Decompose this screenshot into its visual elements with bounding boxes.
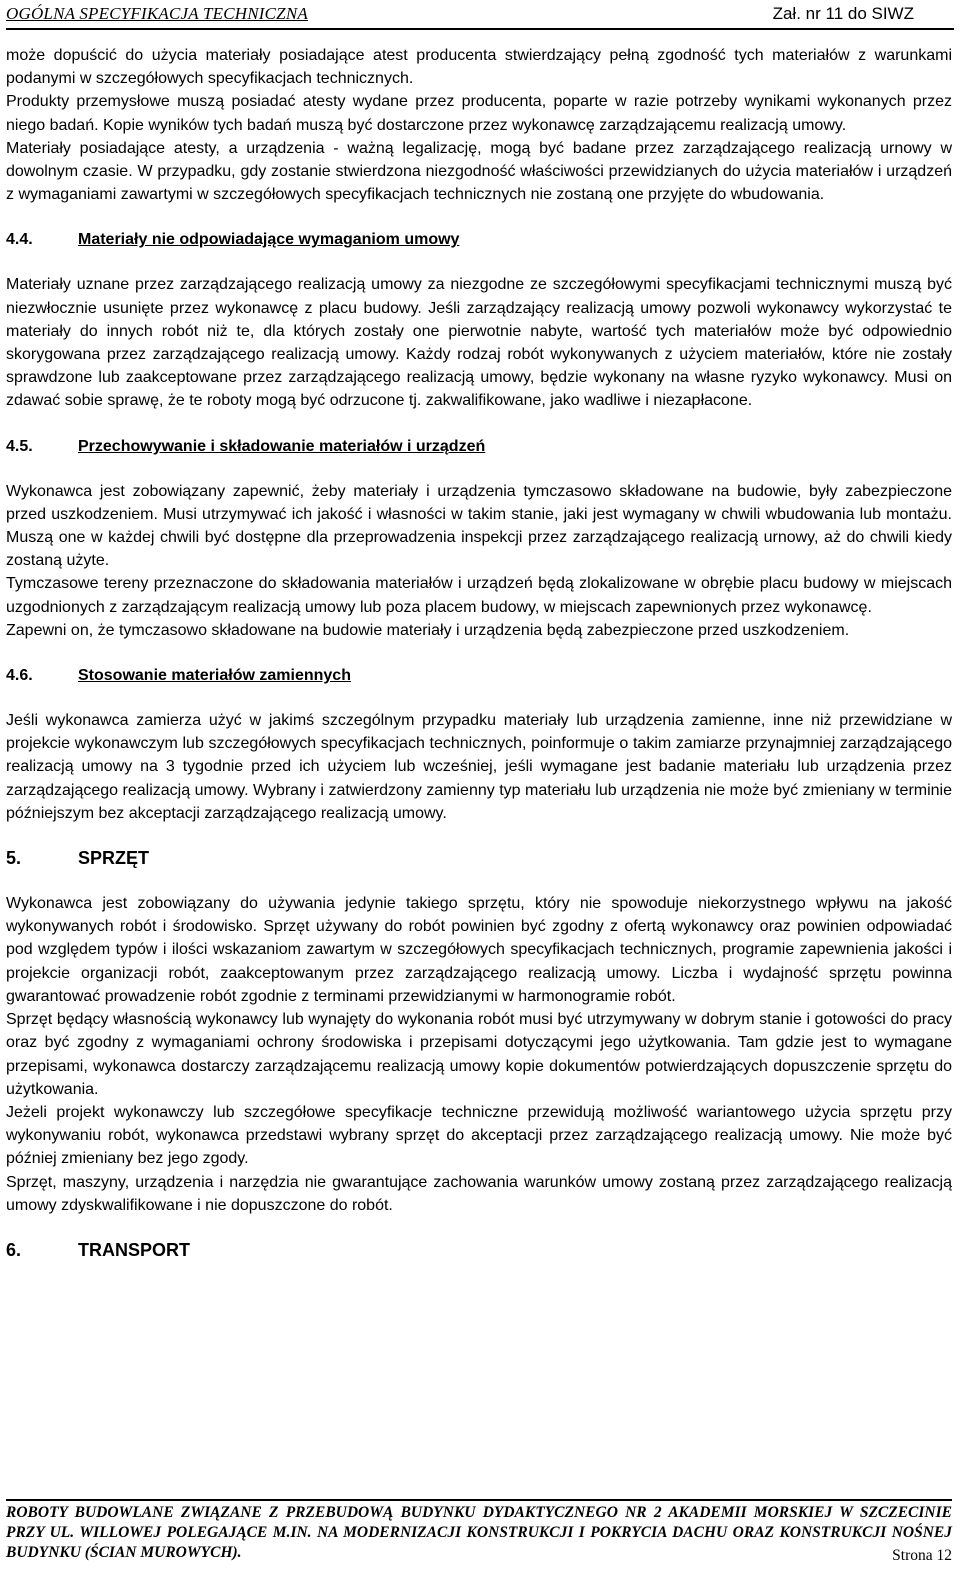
page-number: Strona 12: [886, 1546, 952, 1566]
section-title: Materiały nie odpowiadające wymaganiom umowy: [78, 231, 460, 249]
section-title: SPRZĘT: [78, 848, 150, 869]
paragraph: Tymczasowe tereny przeznaczone do składowania materiałów i urządzeń będą zlokalizowane w obrębie placu budowy w miejscach uzgodnionych z zarządzającym realizacją umowy lub poza placem budowy, w miejscach zapewnionych przez wykonawcę.: [6, 575, 952, 616]
header-attachment-label: Zał. nr 11 do SIWZ: [772, 4, 914, 23]
section-heading-4-5: [6, 435, 952, 458]
section-number: 6.: [6, 1239, 22, 1260]
paragraph: Materiały posiadające atesty, a urządzenia - ważną legalizację, mogą być badane przez zarządzającego realizacją urnowy w dowolnym czasie. W przypadku, gdy zostanie stwierdzona niezgodność właściwości przewidzianych do użycia materiałów i urządzeń z wymaganiami zawartymi w szczegółowych specyfikacjach technicznych nie zostaną one przyjęte do wbudowania.: [6, 139, 952, 204]
paragraph: Wykonawca jest zobowiązany do używania jedynie takiego sprzętu, który nie spowoduje niekorzystnego wpływu na jakość wykonywanych robót i środowisko. Sprzęt używany do robót powinien być zgodny z ofertą wykonawcy oraz powinien odpowiadać pod względem typów i ilości wskazaniom zawartym w szczegółowych specyfikacjach technicznych, programie zapewnienia jakości i projekcie organizacji robót, zaakceptowanym przez zarządzającego realizacją umowy. Liczba i wydajność sprzętu powinna gwarantować prowadzenie robót zgodnie z terminami przewidzianymi w harmonogramie robót.: [6, 895, 952, 1005]
section-number: 4.6.: [6, 667, 33, 685]
footer-project-title: ROBOTY BUDOWLANE ZWIĄZANE Z PRZEBUDOWĄ BUDYNKU DYDAKTYCZNEGO NR 2 AKADEMII MORSKIEJ W SZCZECINIE PRZY UL. WILLOWEJ POLEGAJĄCE M.IN. NA MODERNIZACJI KONSTRUKCJI I POKRYCIA DACHU ORAZ KONSTRUKCJI NOŚNEJ BUDYNKU (ŚCIAN MUROWYCH).: [6, 1504, 952, 1561]
paragraph: Materiały uznane przez zarządzającego realizacją umowy za niezgodne ze szczegółowymi specyfikacjami technicznymi muszą być niezwłocznie usunięte przez wykonawcę z placu budowy. Jeśli zarządzający realizacją umowy pozwoli wykonawcy wykorzystać te materiały do innych robót niż te, dla których zostały one pierwotnie nabyte, wartość tych materiałów może być odpowiednio skorygowana przez zarządzającego realizacją umowy. Każdy rodzaj robót wykonywanych z użyciem materiałów, które nie zostały sprawdzone lub zaakceptowane przez zarządzającego realizacją umowy, będzie wykonany na własne ryzyko wykonawcy. Musi on zdawać sobie sprawę, że te roboty mogą być odrzucone tj. zakwalifikowane, jako wadliwe i niezapłacone.: [6, 276, 952, 410]
header-spec-title: OGÓLNA SPECYFIKACJA TECHNICZNA: [6, 4, 308, 23]
section-heading-4-4: [6, 228, 952, 251]
section-title: Stosowanie materiałów zamiennych: [78, 667, 351, 685]
section-number: 4.4.: [6, 231, 33, 249]
page-header: [6, 2, 954, 30]
section-number: 4.5.: [6, 437, 33, 455]
paragraph: Produkty przemysłowe muszą posiadać atesty wydane przez producenta, poparte w razie potrzeby wynikami wykonanych przez niego badań. Kopie wyników tych badań muszą być dostarczone przez wykonawcę zarządzającemu realizacją umowy.: [6, 93, 952, 134]
paragraph: Sprzęt, maszyny, urządzenia i narzędzia nie gwarantujące zachowania warunków umowy zostaną przez zarządzającego realizacją umowy zdyskwalifikowane i nie dopuszczone do robót.: [6, 1173, 952, 1214]
section-title: TRANSPORT: [78, 1239, 190, 1260]
section-title: Przechowywanie i składowanie materiałów i urządzeń: [78, 437, 486, 455]
paragraph: Jeżeli projekt wykonawczy lub szczegółowe specyfikacje techniczne przewidują możliwość wariantowego użycia sprzętu przy wykonywaniu robót, wykonawca przedstawi wybrany sprzęt do akceptacji przez zarządzającego realizacją umowy. Nie może być później zmieniany bez jego zgody.: [6, 1103, 952, 1168]
paragraph: Sprzęt będący własnością wykonawcy lub wynajęty do wykonania robót musi być utrzymywany w dobrym stanie i gotowości do pracy oraz być zgodny z wymaganiami ochrony środowiska i przepisami dotyczącymi jego użytkowania. Tam gdzie jest to wymagane przepisami, wykonawca dostarczy zarządzającemu realizacją umowy kopie dokumentów potwierdzających dopuszczenie sprzętu do użytkowania.: [6, 1011, 952, 1098]
section-heading-4-6: [6, 664, 952, 687]
paragraph: Zapewni on, że tymczasowo składowane na budowie materiały i urządzenia będą zabezpieczone przed uszkodzeniem.: [6, 621, 850, 639]
paragraph: może dopuścić do użycia materiały posiadające atest producenta stwierdzający pełną zgodność tych materiałów z warunkami podanymi w szczegółowych specyfikacjach technicznych.: [6, 47, 952, 88]
section-number: 5.: [6, 848, 22, 869]
section-heading-5: [6, 847, 952, 870]
section-heading-6: [6, 1239, 952, 1262]
paragraph: Jeśli wykonawca zamierza użyć w jakimś szczególnym przypadku materiały lub urządzenia zamienne, inne niż przewidziane w projekcie wykonawczym lub szczegółowych specyfikacjach technicznych, poinformuje o takim zamiarze przynajmniej zarządzającego realizacją umowy na 3 tygodnie przed ich użyciem lub wcześniej, jeśli wymagane jest badanie materiału lub urządzenia przez zarządzającego realizacją umowy. Wybrany i zatwierdzony zamienny typ materiału lub urządzenia nie może być zmieniany w terminie późniejszym bez akceptacji zarządzającego realizacją umowy.: [6, 712, 952, 822]
paragraph: Wykonawca jest zobowiązany zapewnić, żeby materiały i urządzenia tymczasowo składowane na budowie, były zabezpieczone przed uszkodzeniem. Musi utrzymywać ich jakość i własności w takim stanie, jaki jest wymagany w chwili wbudowania lub montażu. Muszą one w każdej chwili być dostępne dla przeprowadzenia inspekcji przez zarządzającego realizacją urnowy, aż do chwili kiedy zostaną użyte.: [6, 482, 952, 570]
page-footer: [6, 1499, 952, 1563]
document-body: [6, 44, 952, 1262]
